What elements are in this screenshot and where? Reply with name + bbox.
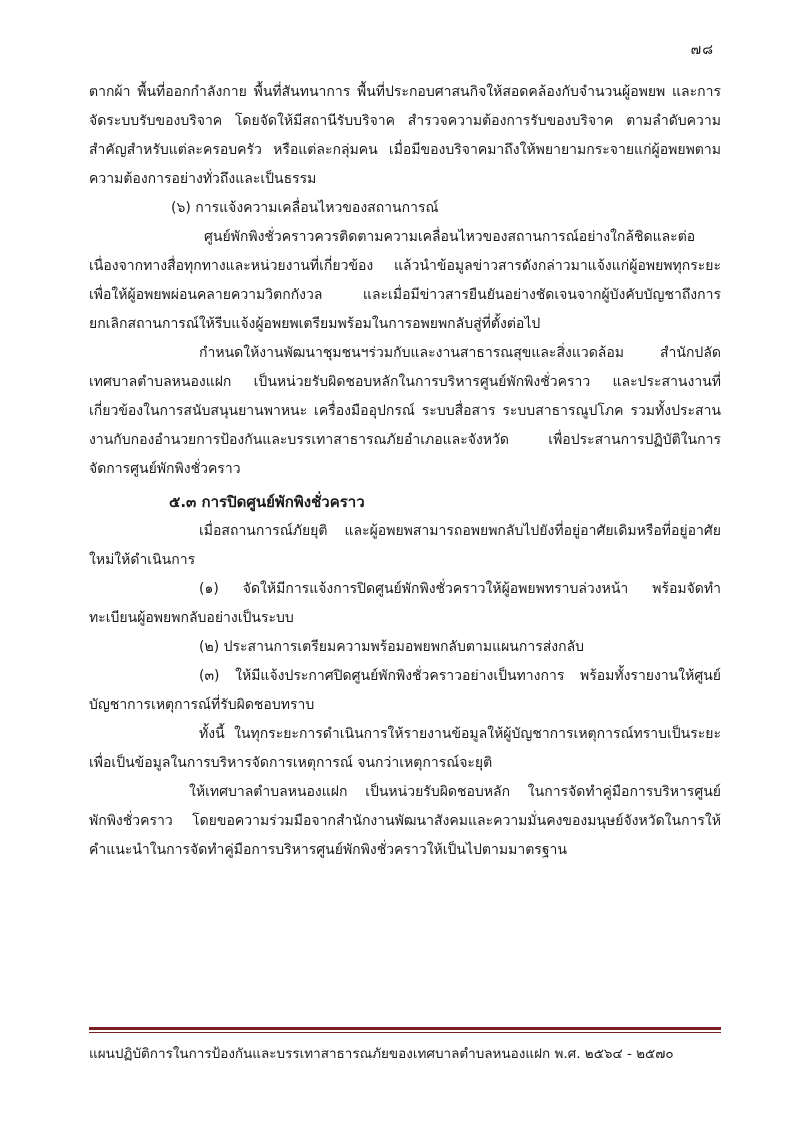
subsection-title-6: (๖) การแจ้งความเคลื่อนไหวของสถานการณ์ <box>171 200 439 216</box>
paragraph-reporting: ทั้งนี้ ในทุกระยะการดำเนินการให้รายงานข้อมูลให้ผู้บัญชาการเหตุการณ์ทราบเป็นระยะเพื่อเป็นข้อมูลในการบริหารจัดการเหตุการณ์ จนกว่าเหตุการณ์จะยุติ <box>89 726 721 771</box>
paragraph-closing-intro: เมื่อสถานการณ์ภัยยุติ และผู้อพยพสามารถอพยพกลับไปยังที่อยู่อาศัยเดิมหรือที่อยู่อาศัยใหม่ให้ดำเนินการ <box>89 523 721 568</box>
footer-text: แผนปฏิบัติการในการป้องกันและบรรเทาสาธารณภัยของเทศบาลตำบลหนองแฝก พ.ศ. ๒๕๖๔ - ๒๕๗๐ <box>89 1046 674 1062</box>
list-item-1: (๑) จัดให้มีการแจ้งการปิดศูนย์พักพิงชั่วคราวให้ผู้อพยพทราบล่วงหน้า พร้อมจัดทำทะเบียนผู้อพยพกลับอย่างเป็นระบบ <box>89 581 721 626</box>
list-item-2: (๒) ประสานการเตรียมความพร้อมอพยพกลับตามแผนการส่งกลับ <box>199 639 585 655</box>
paragraph-responsibility: กำหนดให้งานพัฒนาชุมชนฯร่วมกับและงานสาธารณสุขและสิ่งแวดล้อม สำนักปลัดเทศบาลตำบลหนองแฝก เป็นหน่วยรับผิดชอบหลักในการบริหารศูนย์พักพิงชั่วคราว และประสานงานที่เกี่ยวข้องในการสนับสนุนยานพาหนะ เครื่องมืออุปกรณ์ ระบบสื่อสาร ระบบสาธารณูปโภค รวมทั้งประสานงานกับกองอำนวยการป้องกันและบรรเทาสาธารณภัยอำเภอและจังหวัด เพื่อประสานการปฏิบัติในการจัดการศูนย์พักพิงชั่วคราว <box>89 345 721 477</box>
page-number: ๗๘ <box>690 42 714 58</box>
paragraph-situation-updates: ศูนย์พักพิงชั่วคราวควรติดตามความเคลื่อนไหวของสถานการณ์อย่างใกล้ชิดและต่อเนื่องจากทางสื่อทุกทางและหน่วยงานที่เกี่ยวข้อง แล้วนำข้อมูลข่าวสารดังกล่าวมาแจ้งแก่ผู้อพยพทุกระยะ เพื่อให้ผู้อพยพผ่อนคลายความวิตกกังวล และเมื่อมีข่าวสารยืนยันอย่างชัดเจนจากผู้บังคับบัญชาถึงการยกเลิกสถานการณ์ให้รีบแจ้งผู้อพยพเตรียมพร้อมในการอพยพกลับสู่ที่ตั้งต่อไป <box>89 229 721 332</box>
list-item-3: (๓) ให้มีแจ้งประกาศปิดศูนย์พักพิงชั่วคราวอย่างเป็นทางการ พร้อมทั้งรายงานให้ศูนย์บัญชาการเหตุการณ์ที่รับผิดชอบทราบ <box>89 668 721 713</box>
section-heading-5-3: ๕.๓ การปิดศูนย์พักพิงชั่วคราว <box>169 493 365 511</box>
footer-rule-thin <box>89 1032 721 1033</box>
footer-rule-thick <box>89 1027 721 1030</box>
document-body <box>89 78 721 865</box>
paragraph-manual: ให้เทศบาลตำบลหนองแฝก เป็นหน่วยรับผิดชอบหลัก ในการจัดทำคู่มือการบริหารศูนย์พักพิงชั่วคราว โดยขอความร่วมมือจากสำนักงานพัฒนาสังคมและความมั่นคงของมนุษย์จังหวัดในการให้คำแนะนำในการจัดทำคู่มือการบริหารศูนย์พักพิงชั่วคราวให้เป็นไปตามมาตรฐาน <box>89 784 721 858</box>
paragraph-continuation: ตากผ้า พื้นที่ออกกำลังกาย พื้นที่สันทนาการ พื้นที่ประกอบศาสนกิจให้สอดคล้องกับจำนวนผู้อพยพ และการจัดระบบรับของบริจาค โดยจัดให้มีสถานีรับบริจาค สำรวจความต้องการรับของบริจาค ตามลำดับความสำคัญสำหรับแต่ละครอบครัว หรือแต่ละกลุ่มคน เมื่อมีของบริจาคมาถึงให้พยายามกระจายแก่ผู้อพยพตามความต้องการอย่างทั่วถึงและเป็นธรรม <box>89 84 721 187</box>
